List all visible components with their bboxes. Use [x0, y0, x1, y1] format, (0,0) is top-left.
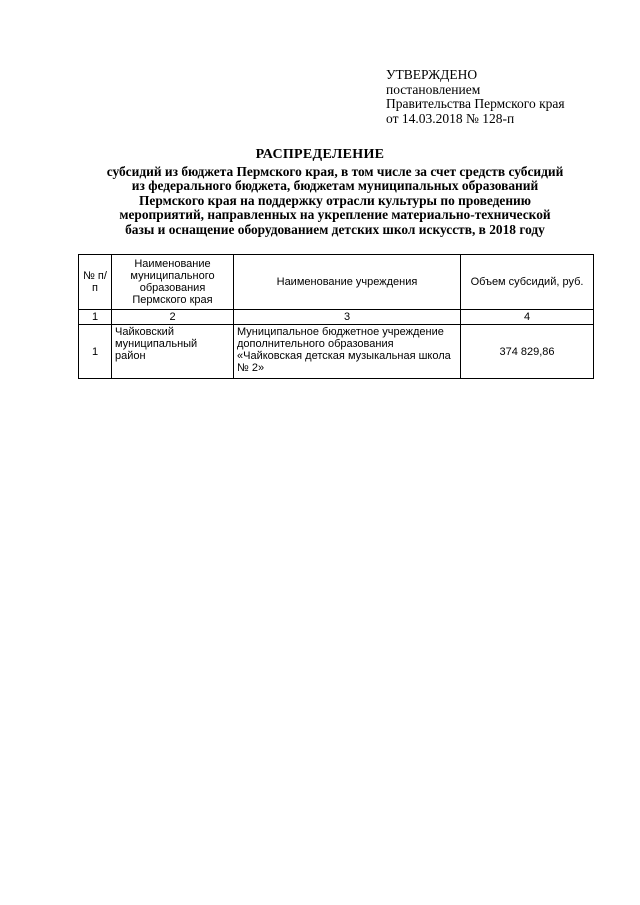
- column-number-2: 2: [112, 310, 234, 325]
- header-amount: Объем субсидий, руб.: [461, 255, 594, 310]
- table-row: [79, 325, 594, 379]
- approval-line-2: постановлением: [386, 81, 481, 97]
- table-header-row: [79, 255, 594, 310]
- subtitle-line-4: мероприятий, направленных на укрепление материально-технической: [119, 207, 551, 223]
- row-number: 1: [79, 325, 112, 379]
- row-institution: Муниципальное бюджетное учреждение дополнительного образования «Чайковская детская музыкальная школа № 2»: [234, 325, 461, 379]
- approval-line-1: УТВЕРЖДЕНО: [386, 67, 478, 82]
- subtitle-line-1: субсидий из бюджета Пермского края, в том числе за счет средств субсидий: [106, 164, 564, 179]
- header-municipality: Наименование муниципального образования Пермского края: [112, 255, 234, 310]
- document-title: РАСПРЕДЕЛЕНИЕ: [255, 147, 385, 162]
- subtitle-line-5: базы и оснащение оборудованием детских школ искусств, в 2018 году: [125, 221, 545, 237]
- subtitle-line-3: Пермского края на поддержку отрасли культуры по проведению: [138, 192, 532, 208]
- column-number-row: [79, 310, 594, 325]
- column-number-4: 4: [461, 310, 594, 325]
- column-number-3: 3: [234, 310, 461, 325]
- column-number-1: 1: [79, 310, 112, 325]
- document-subtitle: [70, 165, 600, 237]
- approval-block: [386, 68, 565, 126]
- approval-line-4: от 14.03.2018 № 128-п: [386, 110, 515, 126]
- row-amount: 374 829,86: [461, 325, 594, 379]
- approval-line-3: Правительства Пермского края: [386, 96, 565, 111]
- header-number: № п/п: [79, 255, 112, 310]
- header-institution: Наименование учреждения: [234, 255, 461, 310]
- subtitle-line-2: из федерального бюджета, бюджетам муниципальных образований: [131, 178, 539, 194]
- subsidy-table: [78, 254, 594, 379]
- row-municipality: Чайковский муниципальный район: [112, 325, 234, 379]
